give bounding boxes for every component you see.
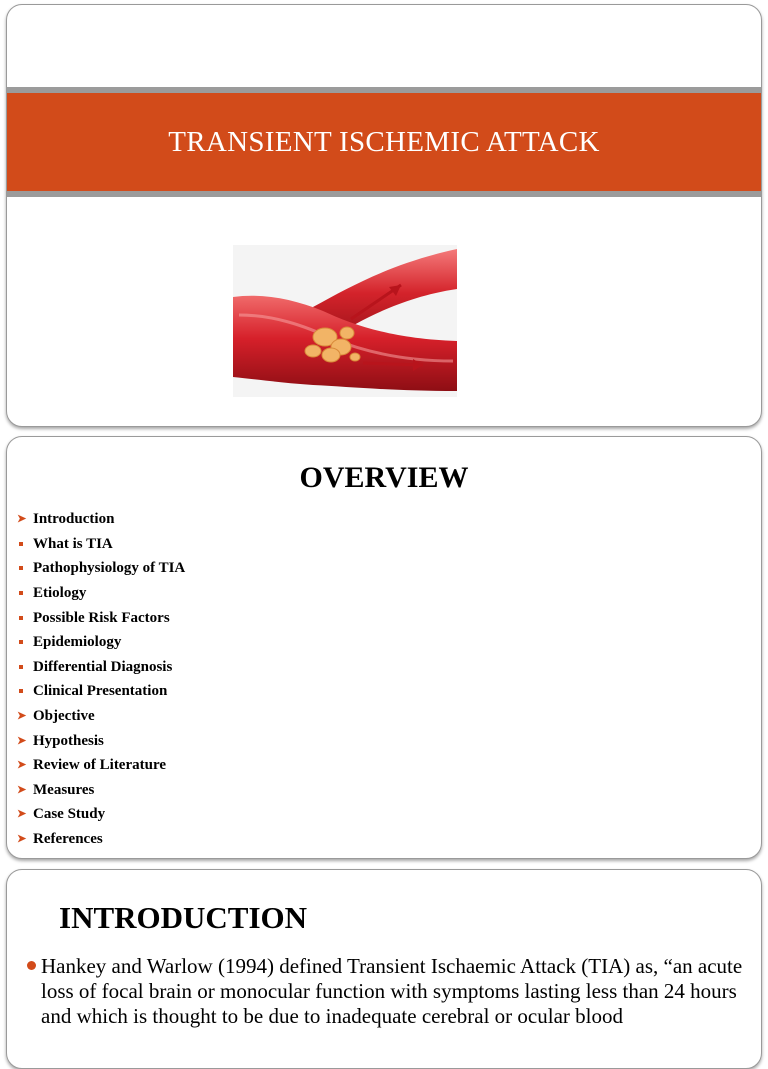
list-item: Epidemiology <box>17 630 185 655</box>
list-item: What is TIA <box>17 532 185 557</box>
arrow-bullet-icon: ➤ <box>17 513 27 526</box>
arrow-bullet-icon: ➤ <box>17 808 27 821</box>
square-bullet-icon <box>17 566 33 570</box>
arrow-bullet-icon: ➤ <box>17 734 27 747</box>
list-item: Differential Diagnosis <box>17 655 185 680</box>
round-bullet-icon <box>27 961 36 970</box>
arrow-bullet-icon: ➤ <box>17 833 27 846</box>
list-item: ➤ References <box>17 827 185 852</box>
arrow-bullet-icon: ➤ <box>17 783 27 796</box>
square-bullet-icon <box>17 591 33 595</box>
square-bullet-icon <box>17 689 33 693</box>
introduction-title: INTRODUCTION <box>59 900 308 935</box>
square-bullet-icon <box>17 665 33 669</box>
list-item: ➤ Hypothesis <box>17 728 185 753</box>
arrow-bullet-icon: ➤ <box>17 710 27 723</box>
introduction-paragraph: Hankey and Warlow (1994) defined Transient Ischaemic Attack (TIA) as, “an acute loss of focal brain or monocular function with symptoms lasting less than 24 hours and which is thought to be due to inadequate cerebral or ocular blood <box>27 954 747 1029</box>
overview-title: OVERVIEW <box>299 461 469 494</box>
blood-vessel-clot-image <box>233 245 457 397</box>
square-bullet-icon <box>17 640 33 644</box>
presentation-title: TRANSIENT ISCHEMIC ATTACK <box>168 125 600 158</box>
list-item: ➤ Objective <box>17 704 185 729</box>
list-item: Etiology <box>17 581 185 606</box>
list-item: Possible Risk Factors <box>17 605 185 630</box>
slide-introduction <box>6 869 762 1069</box>
slide-title <box>6 4 762 427</box>
slide-overview <box>6 436 762 859</box>
title-band <box>7 87 761 197</box>
list-item: ➤ Case Study <box>17 802 185 827</box>
list-item: ➤ Introduction <box>17 507 185 532</box>
square-bullet-icon <box>17 542 33 546</box>
list-item: ➤ Review of Literature <box>17 753 185 778</box>
arrow-bullet-icon: ➤ <box>17 759 27 772</box>
list-item: Pathophysiology of TIA <box>17 556 185 581</box>
list-item: ➤ Measures <box>17 778 185 803</box>
list-item: Clinical Presentation <box>17 679 185 704</box>
overview-list <box>17 507 185 851</box>
square-bullet-icon <box>17 616 33 620</box>
